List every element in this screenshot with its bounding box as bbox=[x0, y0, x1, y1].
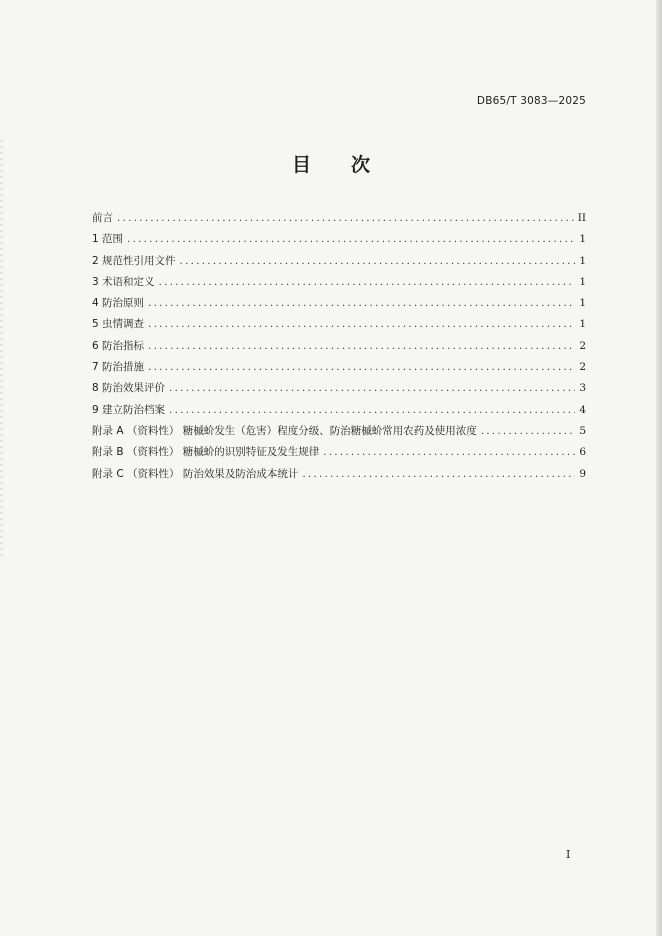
toc-entry-control-records[interactable] bbox=[92, 400, 586, 421]
toc-entry-control-principles[interactable] bbox=[92, 293, 586, 314]
toc-entry-page: 5 bbox=[579, 424, 586, 437]
toc-entry-label: 4 防治原则 bbox=[92, 297, 145, 310]
toc-entry-label: 附录 C （资料性） 防治效果及防治成本统计 bbox=[92, 467, 299, 480]
toc-entry-page: 1 bbox=[579, 233, 586, 246]
toc-entry-page: 1 bbox=[579, 318, 586, 331]
scan-edge-right bbox=[656, 0, 662, 936]
toc-entry-label: 9 建立防治档案 bbox=[92, 403, 166, 416]
toc-leader-dots bbox=[302, 464, 575, 485]
toc-leader-dots bbox=[169, 378, 575, 399]
toc-entry-label: 附录 A （资料性） 糖槭蚧发生（危害）程度分级、防治糖槭蚧常用农药及使用浓度 bbox=[92, 424, 477, 437]
toc-entry-page: 2 bbox=[579, 361, 586, 374]
toc-entry-label: 8 防治效果评价 bbox=[92, 382, 166, 395]
scan-edge-left bbox=[0, 140, 3, 560]
toc-leader-dots bbox=[148, 357, 575, 378]
toc-entry-page: 4 bbox=[579, 403, 586, 416]
toc-leader-dots bbox=[481, 421, 576, 442]
toc-leader-dots bbox=[169, 400, 575, 421]
toc-entry-control-index[interactable] bbox=[92, 336, 586, 357]
toc-entry-page: 2 bbox=[579, 339, 586, 352]
toc-entry-normative-references[interactable] bbox=[92, 251, 586, 272]
toc-entry-label: 2 规范性引用文件 bbox=[92, 254, 176, 267]
toc-title-char-1: 目 bbox=[291, 154, 311, 176]
toc-entry-terms-definitions[interactable] bbox=[92, 272, 586, 293]
toc-entry-label: 3 术语和定义 bbox=[92, 275, 155, 288]
toc-entry-page: 3 bbox=[579, 382, 586, 395]
toc-entry-scope[interactable] bbox=[92, 229, 586, 250]
toc-entry-appendix-c[interactable] bbox=[92, 464, 586, 485]
toc-entry-label: 附录 B （资料性） 糖槭蚧的识别特征及发生规律 bbox=[92, 446, 320, 459]
toc-entry-label: 5 虫情调查 bbox=[92, 318, 145, 331]
toc-leader-dots bbox=[148, 336, 575, 357]
page-number: I bbox=[566, 848, 571, 861]
toc-entry-label: 7 防治措施 bbox=[92, 361, 145, 374]
toc-leader-dots bbox=[117, 208, 574, 229]
toc-leader-dots bbox=[323, 442, 575, 463]
toc-entry-control-measures[interactable] bbox=[92, 357, 586, 378]
toc-entry-label: 1 范围 bbox=[92, 233, 124, 246]
toc-entry-preface[interactable] bbox=[92, 208, 586, 229]
toc-entry-pest-survey[interactable] bbox=[92, 314, 586, 335]
toc-leader-dots bbox=[180, 251, 576, 272]
toc-entry-page: 1 bbox=[579, 275, 586, 288]
toc-entry-appendix-b[interactable] bbox=[92, 442, 586, 463]
toc-entry-label: 前言 bbox=[92, 212, 113, 224]
toc-entry-appendix-a[interactable] bbox=[92, 421, 586, 442]
toc-leader-dots bbox=[148, 293, 575, 314]
toc-title bbox=[0, 150, 662, 177]
document-number: DB65/T 3083—2025 bbox=[476, 95, 586, 107]
toc-title-char-2: 次 bbox=[351, 154, 371, 176]
toc-entry-label: 6 防治指标 bbox=[92, 339, 145, 352]
toc-list bbox=[92, 208, 586, 485]
toc-entry-effect-evaluation[interactable] bbox=[92, 378, 586, 399]
toc-entry-page: 1 bbox=[579, 254, 586, 267]
toc-entry-page: 6 bbox=[579, 446, 586, 459]
toc-leader-dots bbox=[148, 314, 575, 335]
toc-entry-page: 1 bbox=[579, 297, 586, 310]
toc-leader-dots bbox=[127, 229, 575, 250]
toc-leader-dots bbox=[159, 272, 576, 293]
toc-entry-page: 9 bbox=[579, 467, 586, 480]
toc-entry-page: II bbox=[577, 212, 586, 224]
